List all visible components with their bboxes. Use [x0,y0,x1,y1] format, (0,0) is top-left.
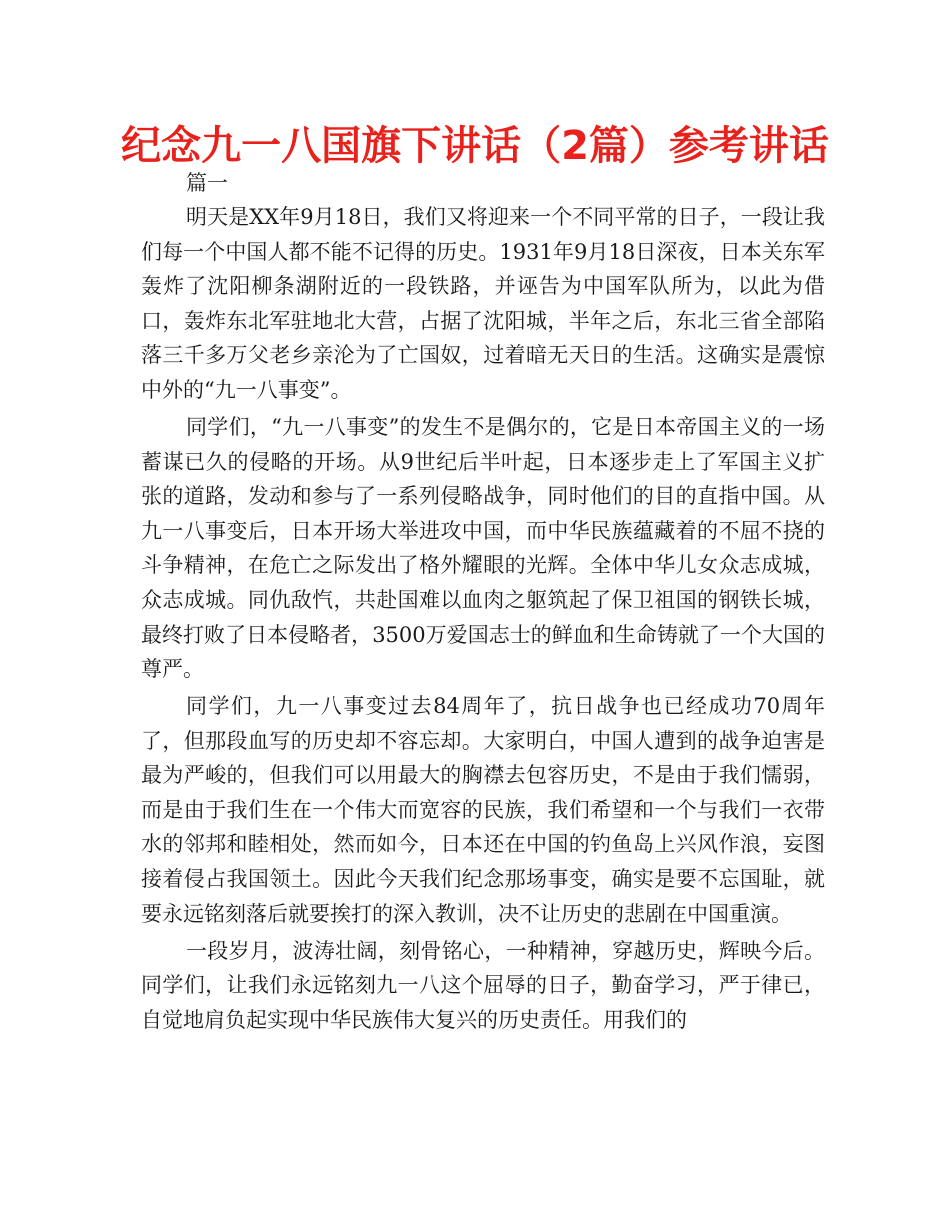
paragraph-1: 明天是XX年9月18日，我们又将迎来一个不同平常的日子，一段让我们每一个中国人都不能不记得的历史。1931年9月18日深夜，日本关东军轰炸了沈阳柳条湖附近的一段铁路，并诬告为中国军队所为，以此为借口，轰炸东北军驻地北大营，占据了沈阳城，半年之后，东北三省全部陷落三千多万父老乡亲沦为了亡国奴，过着暗无天日的生活。这确实是震惊中外的“九一八事变”。 [141,205,825,402]
paragraph-4: 一段岁月，波涛壮阔，刻骨铭心，一种精神，穿越历史，辉映今后。同学们，让我们永远铭刻九一八这个屈辱的日子，勤奋学习，严于律已，自觉地肩负起实现中华民族伟大复兴的历史责任。用我们的 [141,938,825,1032]
paragraph-3: 同学们，九一八事变过去84周年了，抗日战争也已经成功70周年了，但那段血写的历史却不容忘却。大家明白，中国人遭到的战争迫害是最为严峻的，但我们可以用最大的胸襟去包容历史，不是由于我们懦弱，而是由于我们生在一个伟大而宽容的民族，我们希望和一个与我们一衣带水的邻邦和睦相处，然而如今，日本还在中国的钓鱼岛上兴风作浪，妄图接着侵占我国领土。因此今天我们纪念那场事变，确实是要不忘国耻，就要永远铭刻落后就要挨打的深入教训，决不让历史的悲剧在中国重演。 [141,694,825,926]
document-title: 纪念九一八国旗下讲话（2篇）参考讲话 [121,123,829,169]
document-body [141,200,825,1040]
paragraph-2: 同学们，“九一八事变”的发生不是偶尔的，它是日本帝国主义的一场蓄谋已久的侵略的开场。从9世纪后半叶起，日本逐步走上了军国主义扩张的道路，发动和参与了一系列侵略战争，同时他们的目的直指中国。从九一八事变后，日本开场大举进攻中国，而中华民族蕴藏着的不屈不挠的斗争精神，在危亡之际发出了格外耀眼的光辉。全体中华儿女众志成城，众志成城。同仇敌忾，共赴国难以血肉之躯筑起了保卫祖国的钢铁长城，最终打败了日本侵略者，3500万爱国志士的鲜血和生命铸就了一个大国的尊严。 [141,414,825,682]
section-label: 篇一 [186,171,228,195]
